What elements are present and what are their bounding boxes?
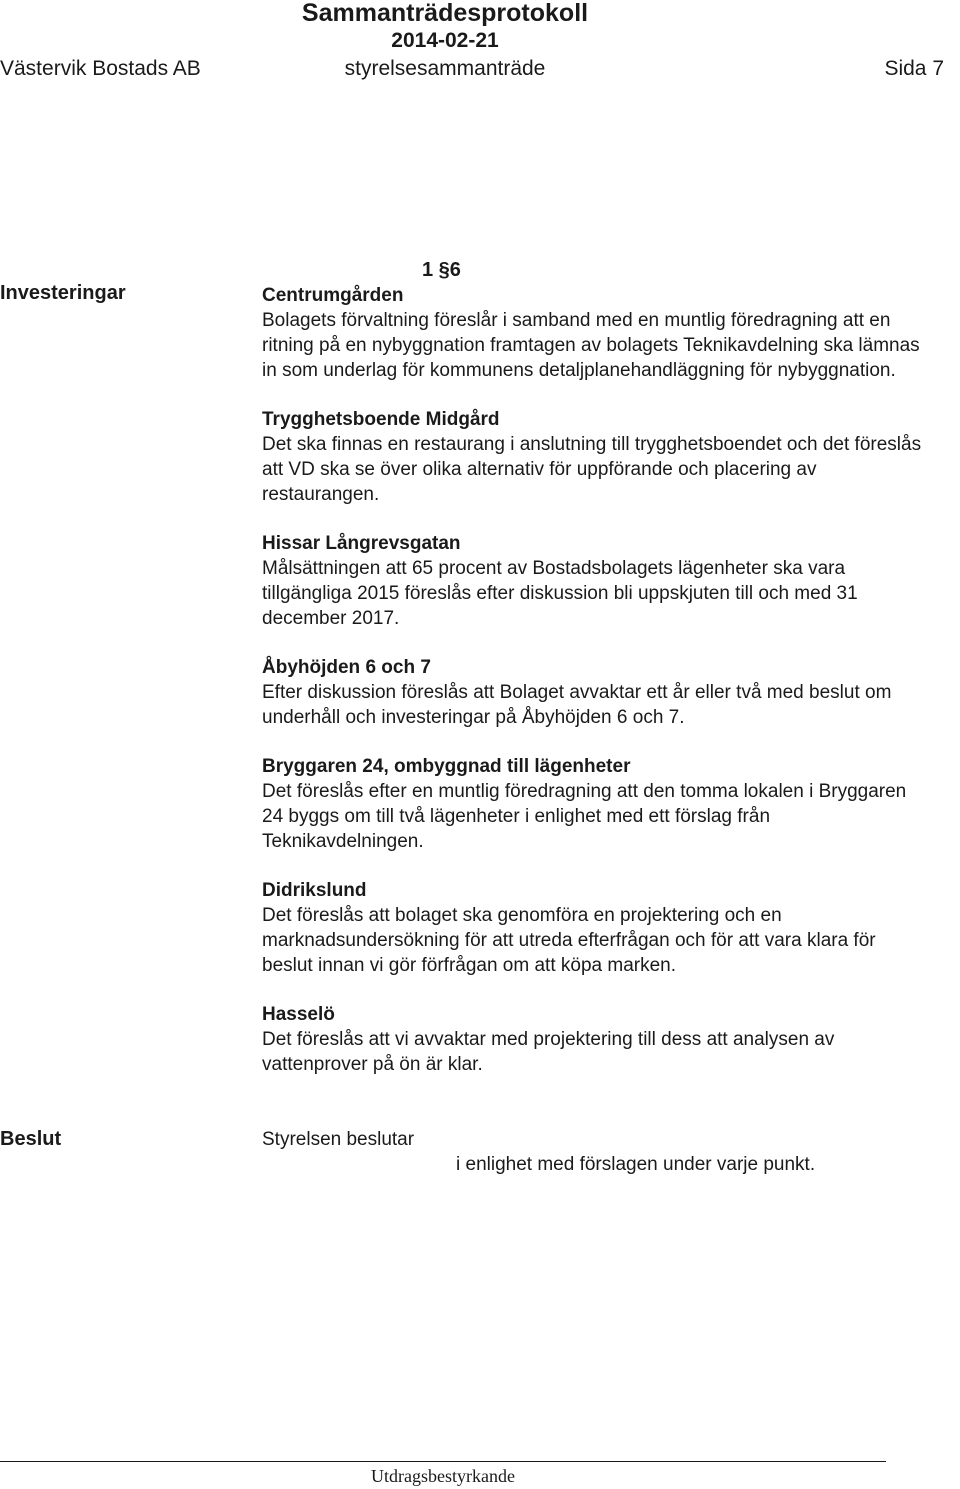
side-label-decision: Beslut xyxy=(0,1128,62,1150)
section-text: Det ska finnas en restaurang i anslutning till trygghetsboendet och det föreslås att VD ska se över olika alternativ för uppförande och placering av restaurangen. xyxy=(262,434,922,505)
section-centrumgarden xyxy=(262,283,922,383)
section-heading: Hasselö xyxy=(262,1004,335,1025)
section-heading: Trygghetsboende Midgård xyxy=(262,409,500,430)
section-didrikslund xyxy=(262,878,922,978)
section-text: Det föreslås efter en muntlig föredragning att den tomma lokalen i Bryggaren 24 byggs om till två lägenheter i enlighet med ett förslag från Teknikavdelningen. xyxy=(262,781,907,852)
section-heading: Centrumgården xyxy=(262,285,404,306)
section-hasselo xyxy=(262,1002,922,1077)
section-text: Efter diskussion föreslås att Bolaget avvaktar ett år eller två med beslut om underhåll och investeringar på Åbyhöjden 6 och 7. xyxy=(262,682,892,728)
decision-label: Styrelsen beslutar xyxy=(262,1129,415,1150)
section-heading: Hissar Långrevsgatan xyxy=(262,533,461,554)
section-hissar-langrevsgatan xyxy=(262,531,922,631)
header-row xyxy=(0,57,944,83)
section-bryggaren-24 xyxy=(262,754,922,854)
section-text: Det föreslås att bolaget ska genomföra en projektering och en marknadsundersökning för att utreda efterfrågan och för att vara klara för beslut innan vi gör förfrågan om att köpa marken. xyxy=(262,905,876,976)
section-text: Det föreslås att vi avvaktar med projektering till dess att analysen av vattenprover på ön är klar. xyxy=(262,1029,835,1075)
meeting-type: styrelsesammanträde xyxy=(344,57,546,80)
paragraph-number: 1 §6 xyxy=(422,259,461,281)
section-heading: Didrikslund xyxy=(262,880,367,901)
page-number: Sida 7 xyxy=(884,57,944,80)
organization-name: Västervik Bostads AB xyxy=(0,57,201,80)
section-heading: Åbyhöjden 6 och 7 xyxy=(262,657,431,678)
footer-divider xyxy=(0,1461,886,1462)
meeting-date: 2014-02-21 xyxy=(391,29,499,52)
side-label-investments: Investeringar xyxy=(0,282,126,304)
decision-text: i enlighet med förslagen under varje punkt. xyxy=(456,1154,816,1175)
section-text: Bolagets förvaltning föreslår i samband med en muntlig föredragning att en ritning på en nybyggnation framtagen av bolagets Teknikavdelning ska lämnas in som underlag för kommunens detaljplanehandläggning för nybyggnation. xyxy=(262,310,920,381)
section-abyhojden xyxy=(262,655,922,730)
section-trygghetsboende-midgard xyxy=(262,407,922,507)
section-heading: Bryggaren 24, ombyggnad till lägenheter xyxy=(262,756,631,777)
section-text: Målsättningen att 65 procent av Bostadsbolagets lägenheter ska vara tillgängliga 2015 föreslås efter diskussion bli uppskjuten till och med 31 december 2017. xyxy=(262,558,858,629)
sections-list xyxy=(262,283,922,1101)
footer-certification: Utdragsbestyrkande xyxy=(371,1466,515,1486)
document-title: Sammanträdesprotokoll xyxy=(301,0,589,27)
